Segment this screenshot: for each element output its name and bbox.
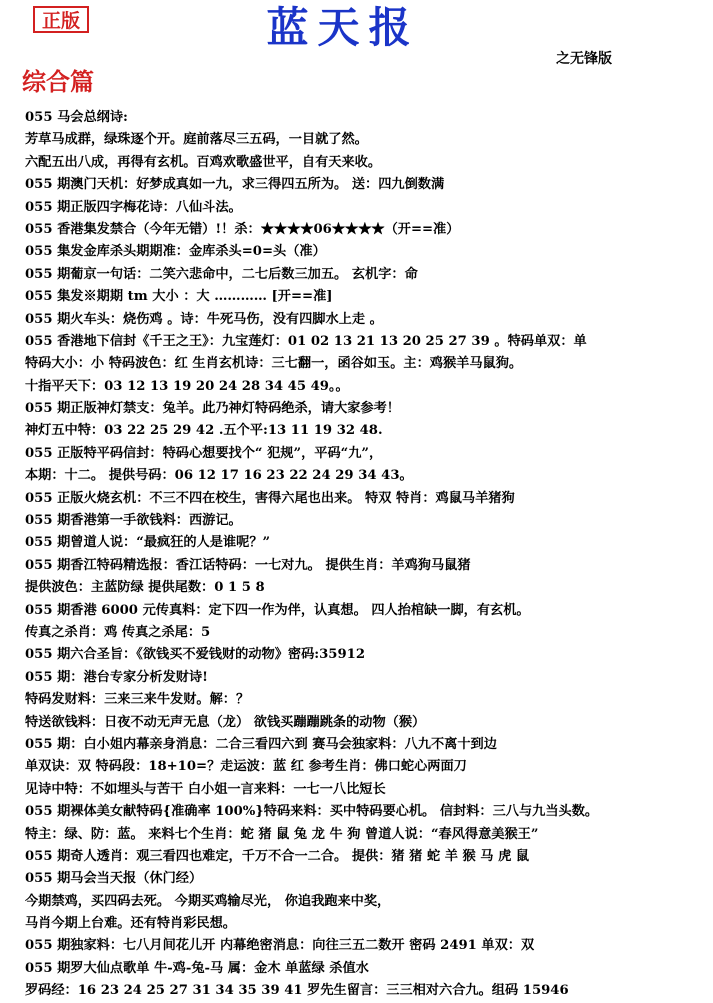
text-line: 055 期六合圣旨：《欲钱买不爱钱财的动物》密码:35912: [25, 647, 366, 663]
article-body: [25, 107, 705, 1003]
text-line: 055 期：白小姐内幕亲身消息：二合三看四六到 赛马会独家料：八九不离十到边: [25, 736, 497, 752]
text-line: 055 正版特平码信封：特码心想要找个“ 犯规”，平码“九”，: [25, 445, 383, 461]
text-line: 马肖今期上台难。还有特肖彩民想。: [25, 916, 236, 932]
text-line: 今期禁鸡，买四码去死。 今期买鸡输尽光， 你追我跑来中奖，: [25, 893, 391, 909]
text-line: 055 期澳门天机：好梦成真如一九，求三得四五所为。 送：四九倒数满: [25, 177, 445, 193]
text-line: 十指平天下：03 12 13 19 20 24 28 34 45 49。。: [25, 378, 349, 394]
text-line: 055 期：港台专家分析发财诗!: [25, 669, 208, 685]
text-line: 055 期独家料：七八月间花儿开 内幕绝密消息：向往三五二数开 密码 2491 单双：双: [25, 938, 535, 954]
edition-badge: 正版: [33, 6, 89, 33]
text-line: 特主：绿、防：蓝。 来料七个生肖：蛇 猪 鼠 兔 龙 牛 狗 曾道人说：“春风得意美猴王”: [25, 826, 539, 842]
text-line: 055 香港集发禁合（今年无错）!！杀：★★★★06★★★★（开==准）: [25, 221, 460, 237]
text-line: 055 期马会当天报（休门经）: [25, 871, 203, 887]
text-line: 055 期罗大仙点歌单 牛-鸡-兔-马 属：金木 单蓝绿 杀值水: [25, 960, 369, 976]
text-line: 055 期正版四字梅花诗：八仙斗法。: [25, 199, 242, 215]
text-line: 传真之杀肖：鸡 传真之杀尾：5: [25, 624, 211, 640]
text-line: 芳草马成群，绿珠逐个开。庭前落尽三五码，一目就了然。: [25, 132, 368, 148]
text-line: 神灯五中特：03 22 25 29 42 .五个平:13 11 19 32 48.: [25, 423, 383, 439]
text-line: 单双诀：双 特码段：18+10=？走运波：蓝 红 参考生肖：佛口蛇心两面刀: [25, 759, 467, 775]
text-line: 055 期火车头：烧伤鸡 。诗：牛死马伤，没有四脚水上走 。: [25, 311, 383, 327]
text-line: 055 期正版神灯禁支：兔羊。此乃神灯特码绝杀，请大家参考！: [25, 401, 400, 417]
text-line: 特送欲钱料：日夜不动无声无息（龙） 欲钱买蹦蹦跳条的动物（猴）: [25, 714, 426, 730]
text-line: 055 正版火烧玄机：不三不四在校生，害得六尾也出来。 特双 特肖：鸡鼠马羊猪狗: [25, 490, 515, 506]
text-line: 055 集发※期期 tm 大小 ：大 ………… [开==准]: [25, 289, 333, 305]
text-line: 055 期香港 6000 元传真料：定下四一作为伴，认真想。 四人抬棺缺一脚，有玄机。: [25, 602, 530, 618]
text-line: 特码大小：小 特码波色：红 生肖玄机诗：三七翻一，函谷如玉。主：鸡猴羊马鼠狗。: [25, 356, 523, 372]
newspaper-title: 蓝天报: [266, 3, 420, 52]
text-line: 055 马会总纲诗:: [25, 110, 128, 125]
text-line: 提供波色：主蓝防绿 提供尾数：0 1 5 8: [25, 580, 265, 596]
text-line: 罗码经：16 23 24 25 27 31 34 35 39 41 罗先生留言：三三相对六合九。组码 15946: [25, 983, 569, 999]
text-line: 055 期香江特码精选报：香江话特码：一七对九。 提供生肖：羊鸡狗马鼠猪: [25, 557, 471, 573]
text-line: 055 期裸体美女献特码{准确率 100%}特码来料：买中特码要心机。 信封料：三八与九当头数。: [25, 804, 599, 820]
text-line: 本期：十二。 提供号码：06 12 17 16 23 22 24 29 34 43。: [25, 468, 413, 484]
text-line: 特码发财料：三来三来牛发财。解：？: [25, 692, 250, 708]
text-line: 055 期香港第一手欲钱料：西游记。: [25, 513, 242, 529]
text-line: 见诗中特：不如埋头与苦干 白小姐一言来料：一七一八比短长: [25, 781, 386, 797]
text-line: 055 期曾道人说：“最疯狂的人是谁呢？”: [25, 535, 271, 551]
text-line: 六配五出八成，再得有玄机。百鸡欢歌盛世平，自有天来收。: [25, 154, 382, 170]
text-line: 055 期奇人透肖：观三看四也难定，千万不合一二合。 提供：猪 猪 蛇 羊 猴 马 虎 鼠: [25, 848, 530, 864]
text-line: 055 香港地下信封《千王之王》：九宝莲灯：01 02 13 21 13 20 25 27 39 。特码单双：单: [25, 333, 587, 349]
edition-label: 之无锋版: [556, 51, 612, 67]
text-line: 055 期葡京一句话：二笑六悲命中，二七后数三加五。 玄机字：命: [25, 266, 418, 282]
section-heading: 综合篇: [22, 67, 94, 96]
text-line: 055 集发金库杀头期期准：金库杀头=0=头（准）: [25, 244, 326, 260]
